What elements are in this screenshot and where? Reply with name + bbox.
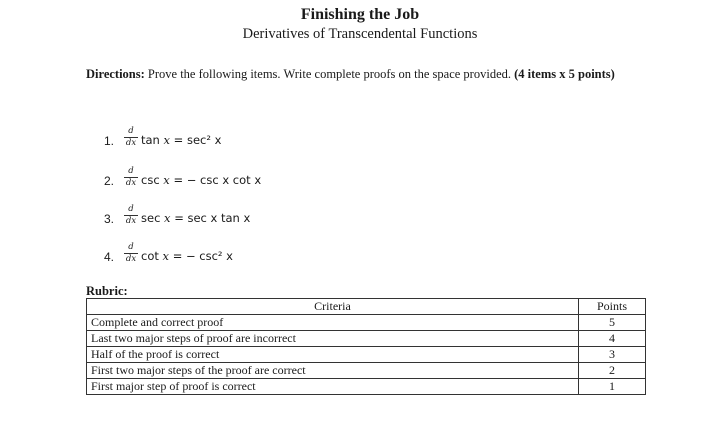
problem-number: 3. <box>104 212 115 226</box>
points-cell: 3 <box>579 347 646 363</box>
directions-text: Prove the following items. Write complete proofs on the space provided. <box>144 67 515 81</box>
page-title: Finishing the Job <box>300 6 420 23</box>
problem-expression: cot x = − csc² x <box>141 249 233 263</box>
table-row <box>87 331 646 347</box>
criteria-cell: Last two major steps of proof are incorrect <box>87 331 579 347</box>
criteria-cell: Complete and correct proof <box>87 315 579 331</box>
criteria-header: Criteria <box>87 299 579 315</box>
directions-points-note: (4 items x 5 points) <box>514 67 615 81</box>
problem-number: 4. <box>104 250 115 264</box>
problem-expression: csc x = − csc x cot x <box>141 173 262 187</box>
problem-number: 2. <box>104 174 115 188</box>
table-row <box>87 315 646 331</box>
rubric-label: Rubric: <box>86 284 128 298</box>
derivative-operator: $\frac{d}{dx}$ <box>125 126 137 148</box>
points-header: Points <box>579 299 646 315</box>
directions <box>86 66 666 83</box>
problem-expression: tan x = sec² x <box>141 133 222 147</box>
table-row <box>87 379 646 395</box>
criteria-cell: First two major steps of the proof are correct <box>87 363 579 379</box>
derivative-operator: $\frac{d}{dx}$ <box>125 166 137 188</box>
directions-label: Directions: <box>86 67 145 81</box>
derivative-operator: $\frac{d}{dx}$ <box>125 242 137 264</box>
criteria-cell: Half of the proof is correct <box>87 347 579 363</box>
table-row <box>87 363 646 379</box>
problem-number: 1. <box>104 134 115 148</box>
points-cell: 2 <box>579 363 646 379</box>
points-cell: 1 <box>579 379 646 395</box>
rubric-header-row <box>87 299 646 315</box>
criteria-cell: First major step of proof is correct <box>87 379 579 395</box>
points-cell: 5 <box>579 315 646 331</box>
points-cell: 4 <box>579 331 646 347</box>
problem-expression: sec x = sec x tan x <box>141 211 251 225</box>
rubric-table <box>86 298 646 395</box>
page-subtitle: Derivatives of Transcendental Functions <box>242 26 478 42</box>
table-row <box>87 347 646 363</box>
derivative-operator: $\frac{d}{dx}$ <box>125 204 137 226</box>
